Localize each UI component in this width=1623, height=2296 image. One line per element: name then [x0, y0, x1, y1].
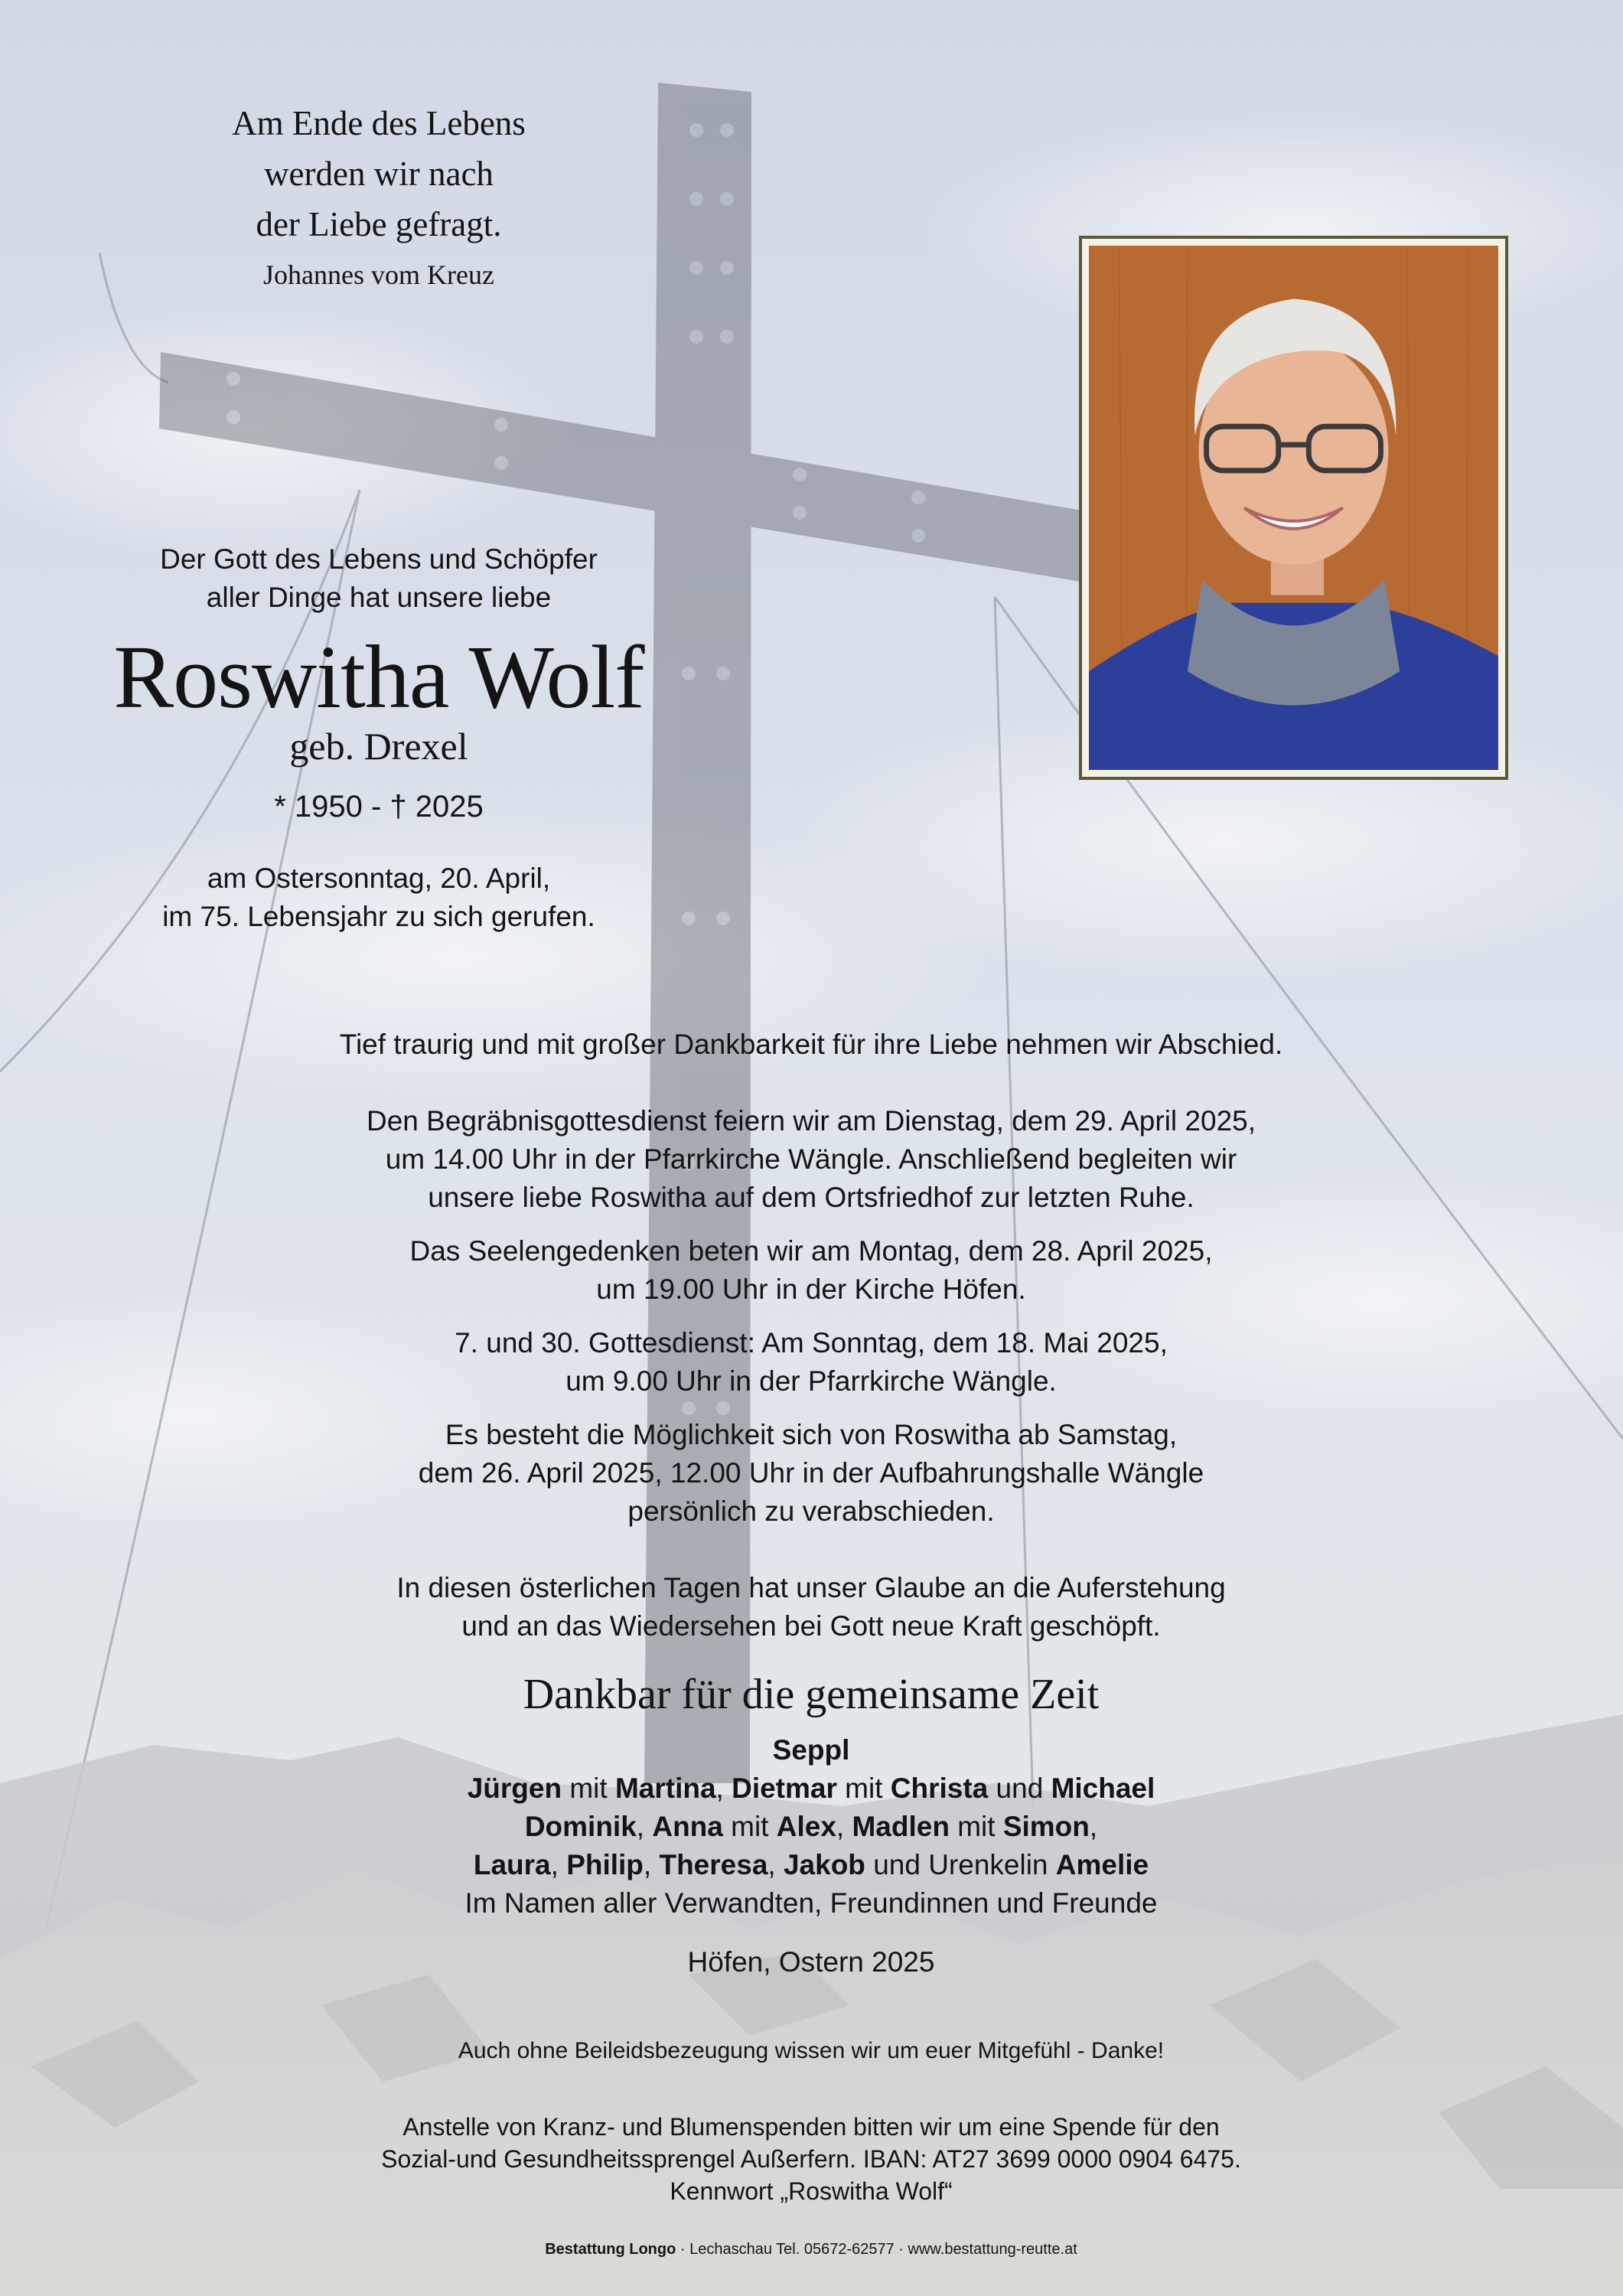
family-name: Seppl: [772, 1734, 850, 1766]
quote-line: der Liebe gefragt.: [256, 205, 502, 243]
family-name: Martina: [614, 1773, 716, 1804]
family-joiner: ,: [643, 1849, 652, 1880]
donation-line: Anstelle von Kranz- und Blumenspenden bitten wir um eine Spende für den: [402, 2113, 1220, 2141]
portrait-photo: [1089, 246, 1498, 770]
mass-line: 7. und 30. Gottesdienst: Am Sonntag, dem 18. Mai 2025,: [455, 1327, 1168, 1358]
family-joiner: und Urenkelin: [873, 1849, 1048, 1880]
family-name: Alex: [776, 1811, 836, 1842]
footer-website-link[interactable]: www.bestattung-reutte.at: [908, 2241, 1077, 2258]
prayer-line: um 19.00 Uhr in der Kirche Höfen.: [596, 1274, 1026, 1305]
family-name: Jakob: [783, 1849, 865, 1880]
deceased-name: Roswitha Wolf: [113, 627, 644, 727]
footer-company: Bestattung Longo: [545, 2241, 676, 2258]
life-dates: * 1950 - † 2025: [274, 790, 484, 823]
family-joiner: ,: [715, 1773, 724, 1804]
family-joiner: ,: [550, 1849, 559, 1880]
place-date: Höfen, Ostern 2025: [687, 1946, 935, 1978]
family-name: Michael: [1051, 1773, 1155, 1804]
footer-separator: ·: [894, 2241, 908, 2258]
family-line: Im Namen aller Verwandten, Freundinnen und Freunde: [464, 1887, 1158, 1919]
family-line: [230, 1808, 1393, 1846]
mass-line: um 9.00 Uhr in der Pfarrkirche Wängle.: [565, 1365, 1057, 1397]
portrait-frame: [1079, 236, 1508, 780]
prayer-line: Das Seelengedenken beten wir am Montag, dem 28. April 2025,: [409, 1235, 1213, 1267]
family-joiner: ,: [768, 1849, 776, 1880]
maiden-name: geb. Drexel: [289, 725, 468, 768]
family-name: Amelie: [1055, 1849, 1149, 1880]
prayer-text: [230, 1232, 1393, 1309]
footer-contact: Lechaschau Tel. 05672-62577: [689, 2241, 895, 2258]
funeral-line: um 14.00 Uhr in der Pfarrkirche Wängle. Anschließend begleiten wir: [385, 1143, 1237, 1175]
family-joiner: mit: [569, 1773, 608, 1804]
family-line: [230, 1846, 1393, 1884]
footer: [230, 2241, 1393, 2258]
family-name: Theresa: [659, 1849, 768, 1880]
viewing-line: persönlich zu verabschieden.: [627, 1495, 995, 1527]
mass-text: [230, 1324, 1393, 1401]
easter-line: und an das Wiedersehen bei Gott neue Kraft geschöpft.: [461, 1610, 1161, 1642]
family-joiner: ,: [836, 1811, 845, 1842]
sympathy-note: Auch ohne Beileidsbezeugung wissen wir um euer Mitgefühl - Danke!: [458, 2038, 1165, 2063]
family-joiner: ,: [636, 1811, 645, 1842]
family-list: [230, 1731, 1393, 1923]
footer-separator: ·: [676, 2241, 690, 2258]
donation-line: Kennwort „Roswitha Wolf“: [670, 2177, 953, 2205]
viewing-line: dem 26. April 2025, 12.00 Uhr in der Aufbahrungshalle Wängle: [418, 1457, 1204, 1489]
intro-line: Der Gott des Lebens und Schöpfer: [160, 543, 598, 575]
intro-line: aller Dinge hat unsere liebe: [206, 582, 552, 613]
funeral-line: Den Begräbnisgottesdienst feiern wir am Dienstag, dem 29. April 2025,: [366, 1105, 1256, 1137]
called-text: [84, 859, 673, 936]
family-name: Madlen: [852, 1811, 950, 1842]
funeral-text: [230, 1102, 1393, 1217]
family-joiner: mit: [731, 1811, 769, 1842]
family-joiner: mit: [957, 1811, 996, 1842]
family-name: Laura: [473, 1849, 551, 1880]
easter-text: [230, 1569, 1393, 1645]
family-name: Simon: [1002, 1811, 1090, 1842]
family-line: [230, 1731, 1393, 1769]
family-name: Anna: [652, 1811, 723, 1842]
viewing-text: [230, 1416, 1393, 1531]
family-name: Dietmar: [732, 1773, 837, 1804]
quote-line: Am Ende des Lebens: [232, 104, 526, 142]
family-name: Philip: [566, 1849, 644, 1880]
easter-line: In diesen österlichen Tagen hat unser Glaube an die Auferstehung: [396, 1572, 1226, 1603]
quote: [149, 98, 608, 249]
family-name: Jürgen: [467, 1773, 562, 1804]
main-text: [230, 1026, 1393, 1645]
family-joiner: und: [996, 1773, 1044, 1804]
funeral-line: unsere liebe Roswitha auf dem Ortsfriedhof zur letzten Ruhe.: [428, 1182, 1194, 1213]
viewing-line: Es besteht die Möglichkeit sich von Roswitha ab Samstag,: [445, 1419, 1178, 1450]
family-joiner: mit: [845, 1773, 883, 1804]
family-name: Dominik: [524, 1811, 637, 1842]
farewell-text: Tief traurig und mit großer Dankbarkeit für ihre Liebe nehmen wir Abschied.: [339, 1029, 1283, 1060]
donation-note: [230, 2111, 1393, 2207]
donation-line: Sozial-und Gesundheitssprengel Außerfern. IBAN: AT27 3699 0000 0904 6475.: [381, 2145, 1241, 2173]
family-joiner: ,: [1089, 1811, 1098, 1842]
intro-text: [84, 540, 673, 617]
thanks-heading: Dankbar für die gemeinsame Zeit: [523, 1671, 1100, 1718]
quote-line: werden wir nach: [264, 155, 494, 193]
quote-author: Johannes vom Kreuz: [263, 259, 494, 290]
called-line: im 75. Lebensjahr zu sich gerufen.: [162, 901, 595, 932]
family-name: Christa: [890, 1773, 989, 1804]
family-line: [230, 1769, 1393, 1808]
called-line: am Ostersonntag, 20. April,: [207, 863, 551, 894]
